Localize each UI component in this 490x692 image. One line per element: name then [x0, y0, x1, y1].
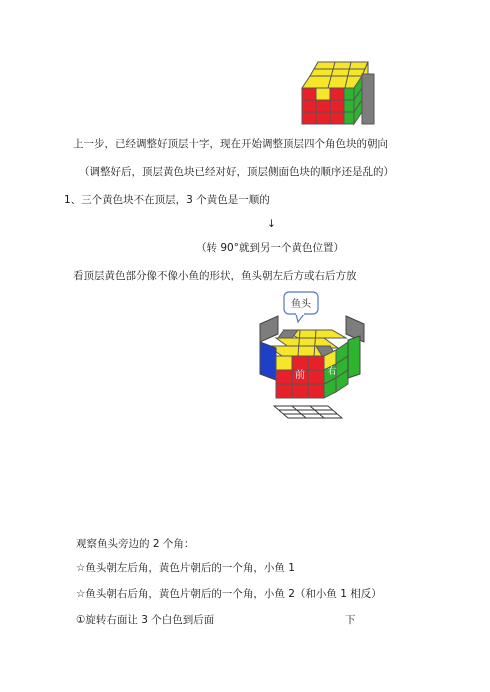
right-face-label: 右: [327, 367, 337, 377]
fish-description: 看顶层黄色部分像不像小鱼的形状，鱼头朝左后方或右后方放: [73, 270, 357, 282]
intro-line-2: （调整好后，顶层黄色块已经对好，顶层侧面色块的顺序还是乱的）: [79, 166, 394, 178]
step-1-tail: 下: [345, 614, 356, 626]
fish-head-callout-label: 鱼头: [291, 299, 311, 310]
down-arrow: ↓: [267, 218, 276, 230]
cube-figure-fish: [250, 290, 370, 425]
observe-item-1: ☆鱼头朝左后角，黄色片朝后的一个角，小鱼 1: [76, 562, 295, 574]
rotate-note: （转 90°就到另一个黄色位置）: [196, 242, 344, 254]
observe-title: 观察鱼头旁边的 2 个角：: [76, 538, 195, 550]
step-1: ①旋转右面让 3 个白色到后面: [76, 614, 215, 626]
observe-item-2: ☆鱼头朝右后角，黄色片朝后的一个角，小鱼 2（和小鱼 1 相反）: [76, 588, 382, 600]
fish-cube-bottom-grid: [274, 406, 342, 418]
front-face-label: 前: [295, 370, 305, 381]
cube-front-face: [302, 88, 344, 124]
intro-line-1: 上一步，已经调整好顶层十字，现在开始调整顶层四个角色块的朝向: [73, 138, 388, 150]
case1-title: 1、三个黄色块不在顶层，3 个黄色是一顺的: [64, 194, 270, 206]
fish-cube-left-flap: [260, 342, 276, 380]
cube-figure-top: [296, 58, 380, 128]
